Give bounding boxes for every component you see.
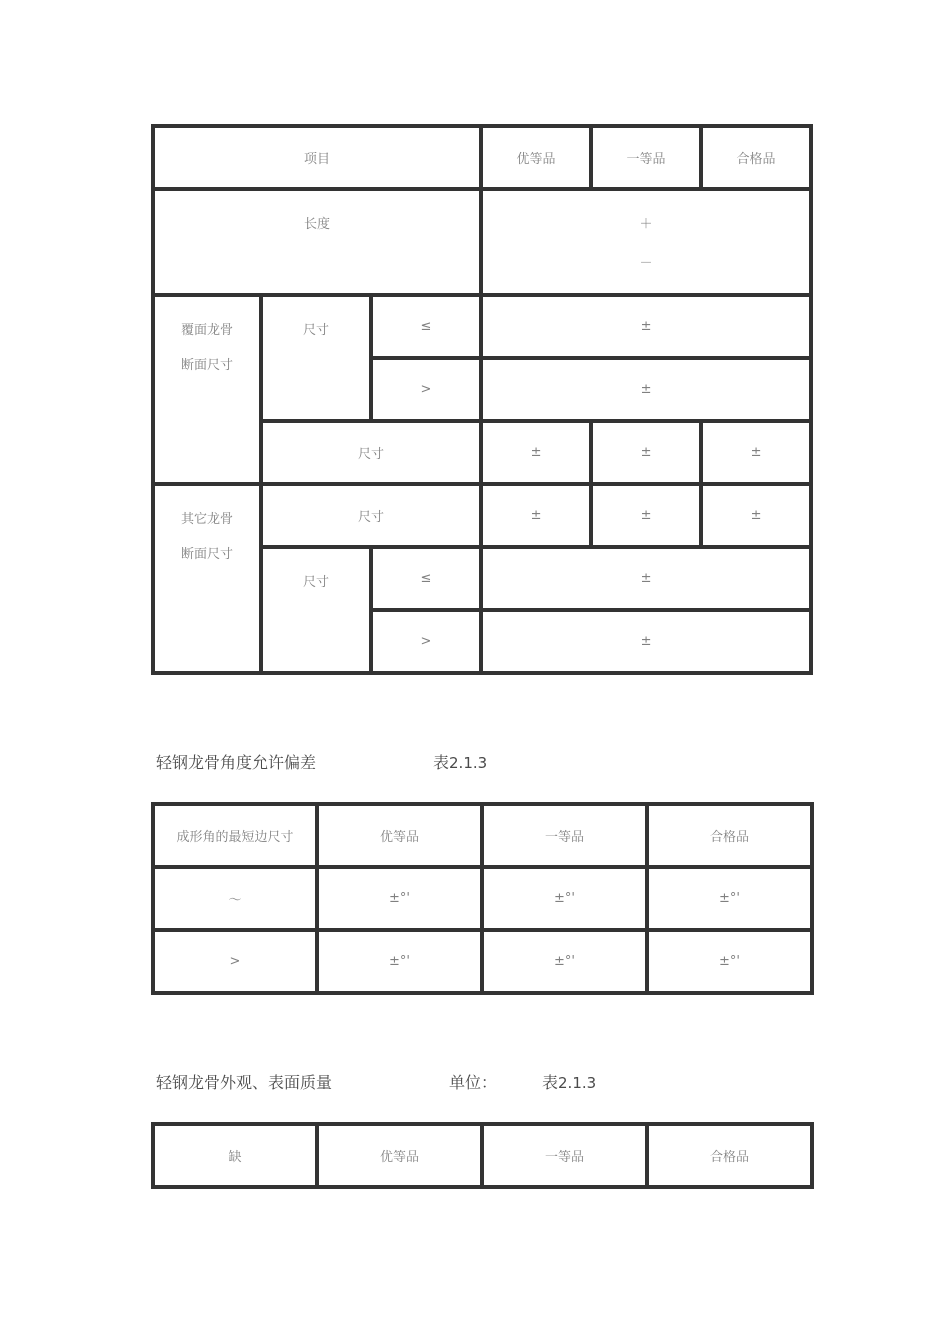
cover-gt-symbol: > — [371, 358, 481, 421]
other-size-first: ± — [591, 484, 701, 547]
header-grade-premium: 优等品 — [317, 1124, 482, 1187]
other-gt-symbol: > — [371, 610, 481, 673]
cover-keel-line2: 断面尺寸 — [180, 358, 233, 373]
row2-qualified: ±°' — [647, 930, 812, 993]
row1-qualified: ±°' — [647, 867, 812, 930]
cover-keel-line1: 覆面龙骨 — [180, 323, 233, 338]
row1-premium: ±°' — [317, 867, 482, 930]
other-size-premium: ± — [481, 484, 591, 547]
caption-appearance-title: 轻钢龙骨外观、表面质量 — [156, 1073, 333, 1092]
cover-size2-premium: ± — [481, 421, 591, 484]
header-grade-first: 一等品 — [591, 126, 701, 189]
cover-size2-qualified: ± — [701, 421, 811, 484]
header-shortest-edge: 成形角的最短边尺寸 — [153, 804, 317, 867]
caption-angle-tolerance-title: 轻钢龙骨角度允许偏差 — [156, 753, 317, 772]
caption-appearance-table-number — [542, 1070, 596, 1093]
other-le-symbol: ≤ — [371, 547, 481, 610]
other-tolerance-le: ± — [481, 547, 811, 610]
caption-angle-table-number — [433, 750, 487, 773]
header-grade-first: 一等品 — [482, 804, 647, 867]
header-grade-qualified: 合格品 — [701, 126, 811, 189]
cover-size-label: 尺寸 — [261, 295, 371, 421]
row1-first: ±°' — [482, 867, 647, 930]
length-tolerance — [481, 189, 811, 295]
table-number: 2.1.3 — [449, 754, 488, 772]
length-label: 长度 — [153, 189, 481, 295]
table-prefix: 表 — [433, 753, 450, 772]
other-size-qualified: ± — [701, 484, 811, 547]
other-keel-line1: 其它龙骨 — [180, 512, 233, 527]
angle-tolerance-table — [151, 802, 814, 995]
header-grade-qualified: 合格品 — [647, 804, 812, 867]
row2-edge: > — [153, 930, 317, 993]
cover-tolerance-le: ± — [481, 295, 811, 358]
header-grade-premium: 优等品 — [481, 126, 591, 189]
other-keel-line2: 断面尺寸 — [180, 547, 233, 562]
other-size2-label: 尺寸 — [261, 547, 371, 673]
length-minus: － — [639, 256, 653, 271]
table-number: 2.1.3 — [558, 1074, 597, 1092]
appearance-quality-table — [151, 1122, 814, 1189]
other-keel-section-label — [153, 484, 261, 673]
cover-size2-label: 尺寸 — [261, 421, 481, 484]
cover-size2-first: ± — [591, 421, 701, 484]
table-prefix: 表 — [542, 1073, 559, 1092]
header-grade-qualified: 合格品 — [647, 1124, 812, 1187]
header-grade-first: 一等品 — [482, 1124, 647, 1187]
row2-premium: ±°' — [317, 930, 482, 993]
other-size-label: 尺寸 — [261, 484, 481, 547]
table-row — [153, 930, 812, 993]
other-tolerance-gt: ± — [481, 610, 811, 673]
caption-unit: 单位： — [449, 1073, 498, 1092]
dimension-tolerance-table — [151, 124, 813, 675]
header-defect: 缺 — [153, 1124, 317, 1187]
header-grade-premium: 优等品 — [317, 804, 482, 867]
row2-first: ±°' — [482, 930, 647, 993]
table-row — [153, 867, 812, 930]
length-plus: ＋ — [639, 217, 653, 232]
cover-keel-section-label — [153, 295, 261, 484]
row1-edge: ～ — [153, 867, 317, 930]
cover-le-symbol: ≤ — [371, 295, 481, 358]
header-item: 项目 — [153, 126, 481, 189]
cover-tolerance-gt: ± — [481, 358, 811, 421]
